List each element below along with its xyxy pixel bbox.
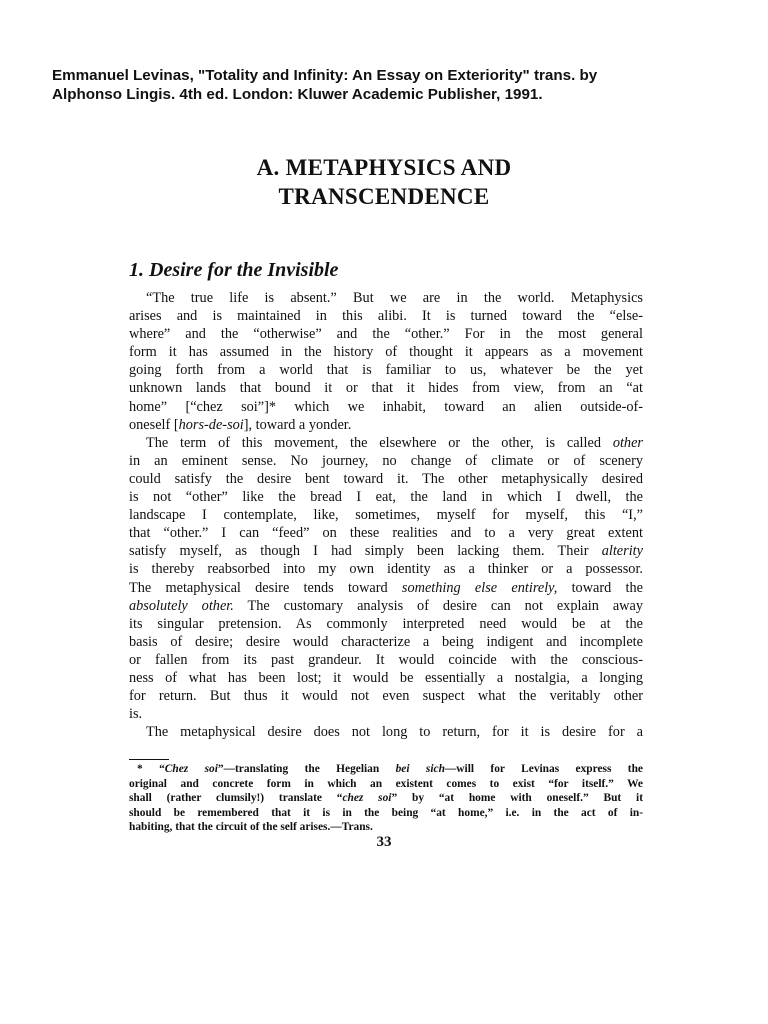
text-line: is not “other” like the bread I eat, the land in which I dwell, the [129, 489, 643, 506]
footnote-line [129, 791, 643, 806]
citation-line-1: Emmanuel Levinas, "Totality and Infinity: An Essay on Exteriority" trans. by [52, 67, 598, 84]
text-run: oneself [ [129, 416, 179, 433]
footnote-line [129, 762, 643, 777]
text-run: The term of this movement, the elsewhere or the other, is called [146, 434, 613, 451]
text-line: for return. But thus it would not even suspect what the veritably other [129, 688, 643, 705]
page-number: 33 [376, 834, 392, 850]
text-run: * “ [137, 763, 165, 775]
italic-run: bei sich [395, 763, 445, 775]
chapter-title-line-2: TRANSCENDENCE [278, 184, 490, 209]
text-line: basis of desire; desire would characterize a being indigent and incomplete [129, 633, 643, 650]
italic-run: something else entirely, [401, 579, 558, 596]
text-run: shall (rather clumsily!) translate “ [129, 792, 343, 804]
text-line: The metaphysical desire does not long to return, for it is desire for a [146, 724, 643, 741]
text-run: ” by “at home with oneself.” But it [391, 792, 643, 804]
text-run: ”—translating the Hegelian [217, 763, 396, 775]
text-line [129, 579, 643, 597]
citation-header [52, 66, 732, 104]
text-line: home” [“chez soi”]* which we inhabit, toward an alien outside-of- [129, 398, 643, 415]
italic-run: alterity [601, 543, 643, 560]
text-line [129, 434, 643, 452]
text-line: could satisfy the desire bent toward it. The other metaphysically desired [129, 470, 643, 487]
citation-line-2: Alphonso Lingis. 4th ed. London: Kluwer Academic Publisher, 1991. [52, 86, 543, 103]
section-heading: 1. Desire for the Invisible [129, 259, 339, 281]
text-run: satisfy myself, as though I had simply been lacking them. Their [129, 543, 602, 560]
text-line [129, 597, 643, 615]
text-line: that “other.” I can “feed” on these realities and to a very great extent [129, 525, 643, 542]
text-line: form it has assumed in the history of thought it appears as a movement [129, 344, 643, 361]
italic-run: hors-de-soi [178, 416, 244, 433]
footnote-line: habiting, that the circuit of the self arises.—Trans. [129, 821, 373, 833]
text-line: is thereby reabsorbed into my own identity as a thinker or a possessor. [129, 561, 643, 578]
text-run: toward the [557, 579, 643, 596]
text-run: —will for Levinas express the [444, 763, 643, 775]
footnote-line: should be remembered that it is in the being “at home,” i.e. in the act of in- [129, 806, 643, 819]
footnote-rule [129, 759, 169, 760]
text-line: landscape I contemplate, like, sometimes, myself for myself, this “I,” [129, 507, 643, 524]
text-line: where” and the “otherwise” and the “other.” For in the most general [129, 326, 643, 343]
text-line: or fallen from its past grandeur. It would coincide with the conscious- [129, 651, 643, 668]
text-line [129, 416, 643, 434]
italic-run: absolutely other. [129, 597, 234, 614]
text-line: is. [129, 706, 143, 723]
text-line: unknown lands that bound it or that it hides from view, from an “at [129, 380, 643, 397]
text-run: The customary analysis of desire can not explain away [233, 597, 643, 614]
text-line: going forth from a world that is familiar to us, whatever be the yet [129, 362, 643, 379]
text-line: in an eminent sense. No journey, no change of climate or of scenery [129, 452, 643, 469]
footnote [129, 762, 643, 835]
footnote-line: original and concrete form in which an existent comes to exist “for itself.” We [129, 777, 643, 790]
body-text [129, 289, 643, 741]
text-run: The metaphysical desire tends toward [129, 579, 402, 596]
text-line: its singular pretension. As commonly interpreted need would be at the [129, 615, 643, 632]
text-run: ], toward a yonder. [243, 416, 352, 433]
chapter-title-line-1: A. METAPHYSICS AND [256, 155, 512, 180]
text-line: “The true life is absent.” But we are in the world. Metaphysics [146, 290, 643, 306]
text-line: ness of what has been lost; it would be essentially a nostalgia, a longing [129, 669, 643, 686]
text-line [129, 542, 643, 560]
italic-run: other [612, 434, 643, 451]
italic-run: chez soi [342, 792, 392, 804]
italic-run: Chez soi [164, 763, 218, 775]
text-line: arises and is maintained in this alibi. It is turned toward the “else- [129, 308, 643, 325]
